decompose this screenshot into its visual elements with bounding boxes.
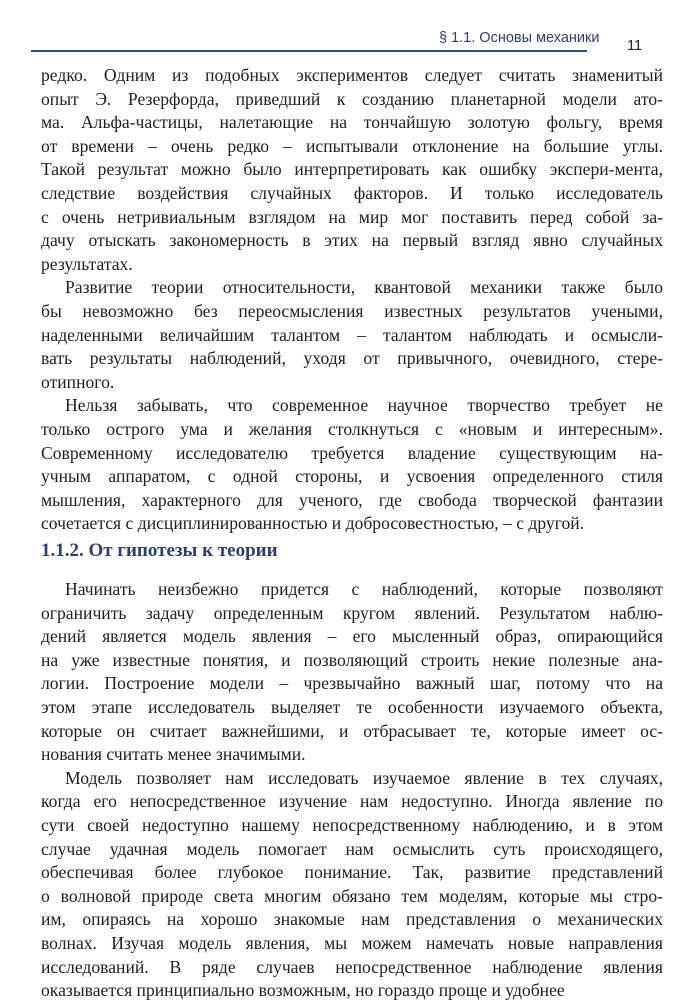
text-line: волнах. Изучая модель явления, мы можем намечать новые направления: [41, 932, 663, 953]
text-line: ма. Альфа-частицы, налетающие на тончайшую золотую фольгу, время: [41, 112, 663, 133]
text-line: редко. Одним из подобных экспериментов следует считать знаменитый: [41, 65, 663, 85]
text-line: оказывается принципиально возможным, но гораздо проще и удобнее: [41, 980, 565, 1001]
text-line: на уже известные понятия, и позволяющий строить некие полезные ана-: [41, 649, 663, 670]
page-number: 11: [627, 38, 643, 54]
running-head: [0, 0, 691, 60]
text-line: Нельзя забывать, что современное научное творчество требует не: [65, 395, 663, 416]
text-line: случае удачная модель помогает нам осмыслить суть происходящего,: [41, 838, 663, 859]
text-line: наделенными величайшим талантом – талантом наблюдать и осмысли-: [41, 324, 663, 345]
text-line: от времени – очень редко – испытывали отклонение на большие углы.: [41, 135, 663, 156]
paragraph: [41, 276, 663, 394]
text-line: сути своей недоступно нашему непосредственному наблюдению, и в этом: [41, 814, 663, 835]
text-line: Такой результат можно было интерпретировать как ошибку экспери-мента,: [41, 159, 663, 180]
text-line: обеспечивая более глубокое понимание. Так, развитие представлений: [41, 862, 663, 883]
text-line: Современному исследователю требуется владение существующим на-: [41, 442, 663, 463]
header-rule: [31, 50, 587, 52]
text-line: исследований. В ряде случаев непосредственное наблюдение явления: [41, 956, 663, 977]
text-line: вать результаты наблюдений, уходя от привычного, очевидного, стере-: [41, 348, 663, 369]
text-line: Начинать неизбежно придется с наблюдений, которые позволяют: [65, 579, 663, 599]
text-line: учным аппаратом, с одной стороны, и усвоения определенного стиля: [41, 466, 663, 487]
body-text-top: [41, 64, 663, 536]
text-line: с очень нетривиальным взглядом на мир мог поставить перед собой за-: [41, 206, 663, 227]
text-line: дачу отыскать закономерность в этих на первый взгляд явно случайных: [41, 230, 663, 251]
body-text-bottom: [41, 578, 663, 1003]
text-line: отипного.: [41, 371, 115, 392]
section-heading: 1.1.2. От гипотезы к теории: [41, 540, 278, 561]
text-line: результатах.: [41, 253, 133, 274]
text-line: сочетается с дисциплинированностью и добросовестностью, – с другой.: [41, 513, 585, 534]
text-line: этом этапе исследователь выделяет те особенности изучаемого объекта,: [41, 696, 663, 717]
text-line: следствие воздействия случайных факторов. И только исследователь: [41, 182, 663, 203]
text-line: мышления, характерного для ученого, где свобода творческой фантазии: [41, 489, 663, 510]
paragraph: [41, 64, 663, 276]
paragraph: [41, 767, 663, 1003]
text-line: Модель позволяет нам исследовать изучаемое явление в тех случаях,: [65, 767, 663, 788]
paragraph: [41, 578, 663, 767]
text-line: о волновой природе света многим обязано тем моделям, которые мы стро-: [41, 885, 663, 906]
text-line: дений является модель явления – его мысленный образ, опирающийся: [41, 626, 663, 647]
text-line: логии. Построение модели – чрезвычайно важный шаг, потому что на: [41, 673, 663, 694]
text-line: им, опираясь на хорошо знакомые нам представления о механических: [41, 909, 663, 930]
text-line: Развитие теории относительности, квантовой механики также было: [65, 277, 663, 298]
text-line: ограничить задачу определенным кругом явлений. Результатом наблю-: [41, 602, 663, 623]
text-line: только острого ума и желания столкнуться с «новым и интересным».: [41, 418, 663, 439]
paragraph: [41, 394, 663, 536]
text-line: которые он считает важнейшими, и отбрасывает те, которые имеет ос-: [41, 720, 663, 741]
text-line: опыт Э. Резерфорда, приведший к созданию планетарной модели ато-: [41, 88, 663, 109]
section-running-title: § 1.1. Основы механики: [439, 30, 600, 46]
text-line: бы невозможно без переосмысления известных результатов учеными,: [41, 300, 663, 321]
text-line: когда его непосредственное изучение нам недоступно. Иногда явление по: [41, 791, 663, 812]
text-line: нования считать менее значимыми.: [41, 744, 306, 765]
